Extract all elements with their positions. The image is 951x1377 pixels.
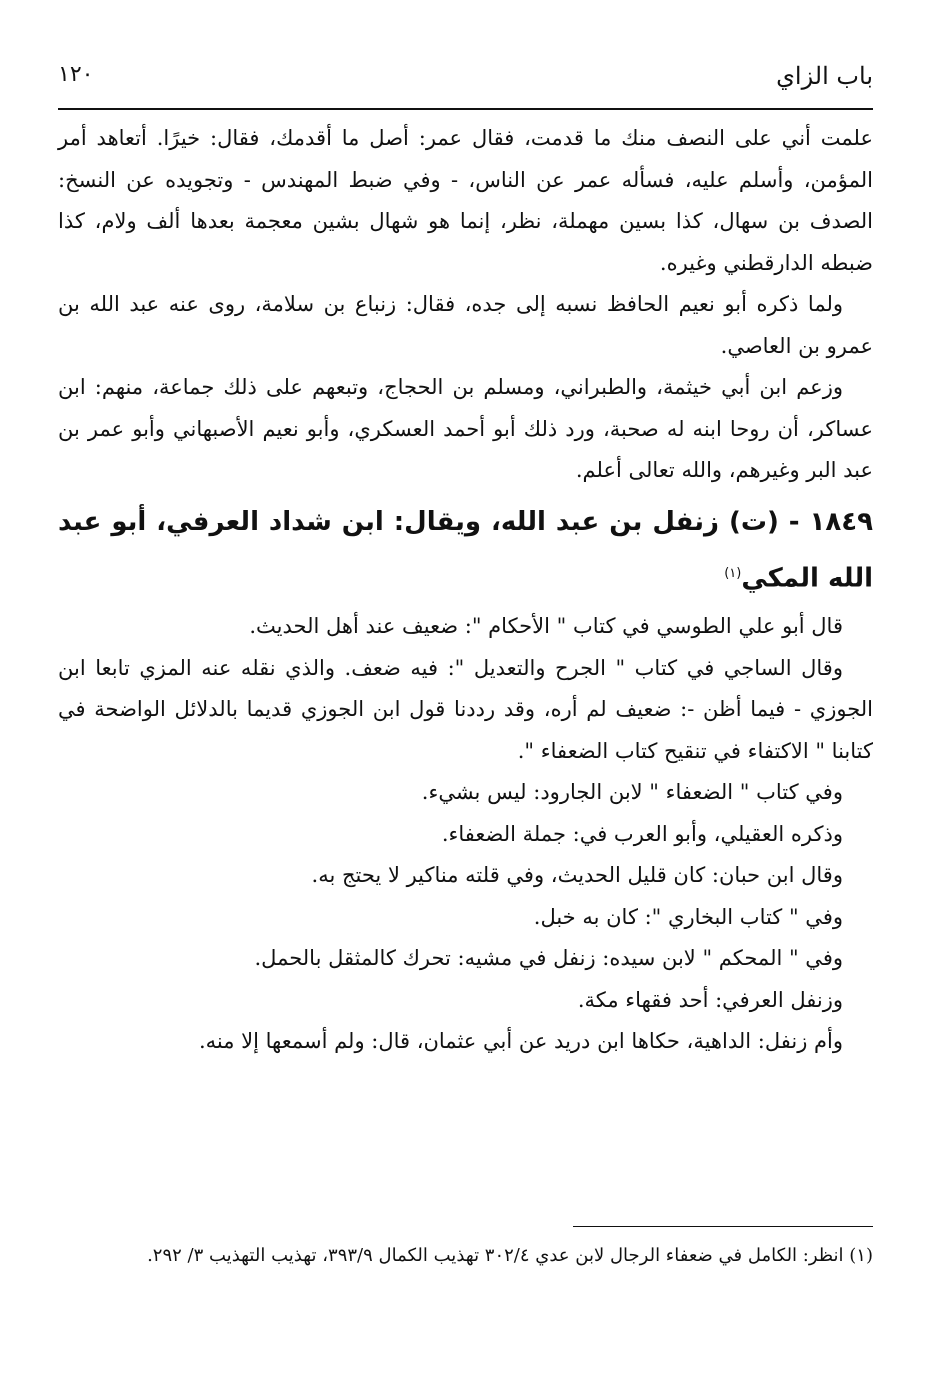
text-line: وقال ابن حبان: كان قليل الحديث، وفي قلته مناكير لا يحتج به. [311,863,843,888]
page-number: ١٢٠ [58,62,94,87]
footnote [58,1238,873,1274]
text-line: وفي كتاب " الضعفاء " لابن الجارود: ليس بشيء. [421,780,843,805]
paragraph: قال أبو علي الطوسي في كتاب " الأحكام ": ضعيف عند أهل الحديث. [249,614,843,639]
text-line: وزنفل العرفي: أحد فقهاء مكة. [577,987,843,1012]
main-text [58,118,873,1063]
footnote-divider [573,1226,873,1227]
text-line: وذكره العقيلي، وأبو العرب في: جملة الضعفاء. [441,821,843,846]
text-line: وفي " كتاب البخاري ": كان به خبل. [533,904,843,929]
paragraph: ولما ذكره أبو نعيم الحافظ نسبه إلى جده، فقال: زنباع بن سلامة، روى عنه عبد الله بن عمرو بن العاصي. [58,292,873,358]
footnote-marker[interactable]: (١) [724,565,742,581]
footnote-text: (١) انظر: الكامل في ضعفاء الرجال لابن عدي ٣٠٢/٤ تهذيب الكمال ٣٩٣/٩، تهذيب التهذيب ٣/ ٢٩٢. [147,1245,873,1266]
entry-heading-text: ١٨٤٩ - (ت) زنفل بن عبد الله، ويقال: ابن شداد العرفي، أبو عبد الله المكي [58,506,873,594]
entry-heading [58,496,873,605]
header-divider [58,108,873,110]
text-line: وفي " المحكم " لابن سيده: زنفل في مشيه: تحرك كالمثقل بالحمل. [254,946,843,971]
text-line: وأم زنفل: الداهية، حكاها ابن دريد عن أبي عثمان، قال: ولم أسمعها إلا منه. [198,1029,843,1054]
section-title: باب الزاي [776,62,873,90]
paragraph: علمت أني على النصف منك ما قدمت، فقال عمر: أصل ما أقدمك، فقال: خيرًا. أتعاهد أمر المؤمن، وأسلم عليه، فسأله عمر عن الناس، - وفي ضبط المهندس - وتجويده عن النسخ: الصدف بن سهال، كذا بسين مهملة، نظر، إنما هو شهال بشين معجمة بعدها ألف ولام، كذا ضبطه الدارقطني وغيره. [58,126,873,275]
running-header [58,62,873,102]
paragraph: وقال الساجي في كتاب " الجرح والتعديل ": فيه ضعف. والذي نقله عنه المزي تابعا ابن الجوزي - فيما أظن -: ضعيف لم أره، وقد رددنا قول ابن الجوزي قديما بالدلائل الواضحة في كتابنا " الاكتفاء في تنقيح كتاب الضعفاء ". [58,655,873,763]
paragraph: وزعم ابن أبي خيثمة، والطبراني، ومسلم بن الحجاج، وتبعهم على ذلك جماعة، منهم: ابن عساكر، أن روحا ابنه له صحبة، ورد ذلك أبو أحمد العسكري، وأبو نعيم الأصبهاني وأبو عمر بن عبد البر وغيرهم، والله تعالى أعلم. [58,375,873,482]
